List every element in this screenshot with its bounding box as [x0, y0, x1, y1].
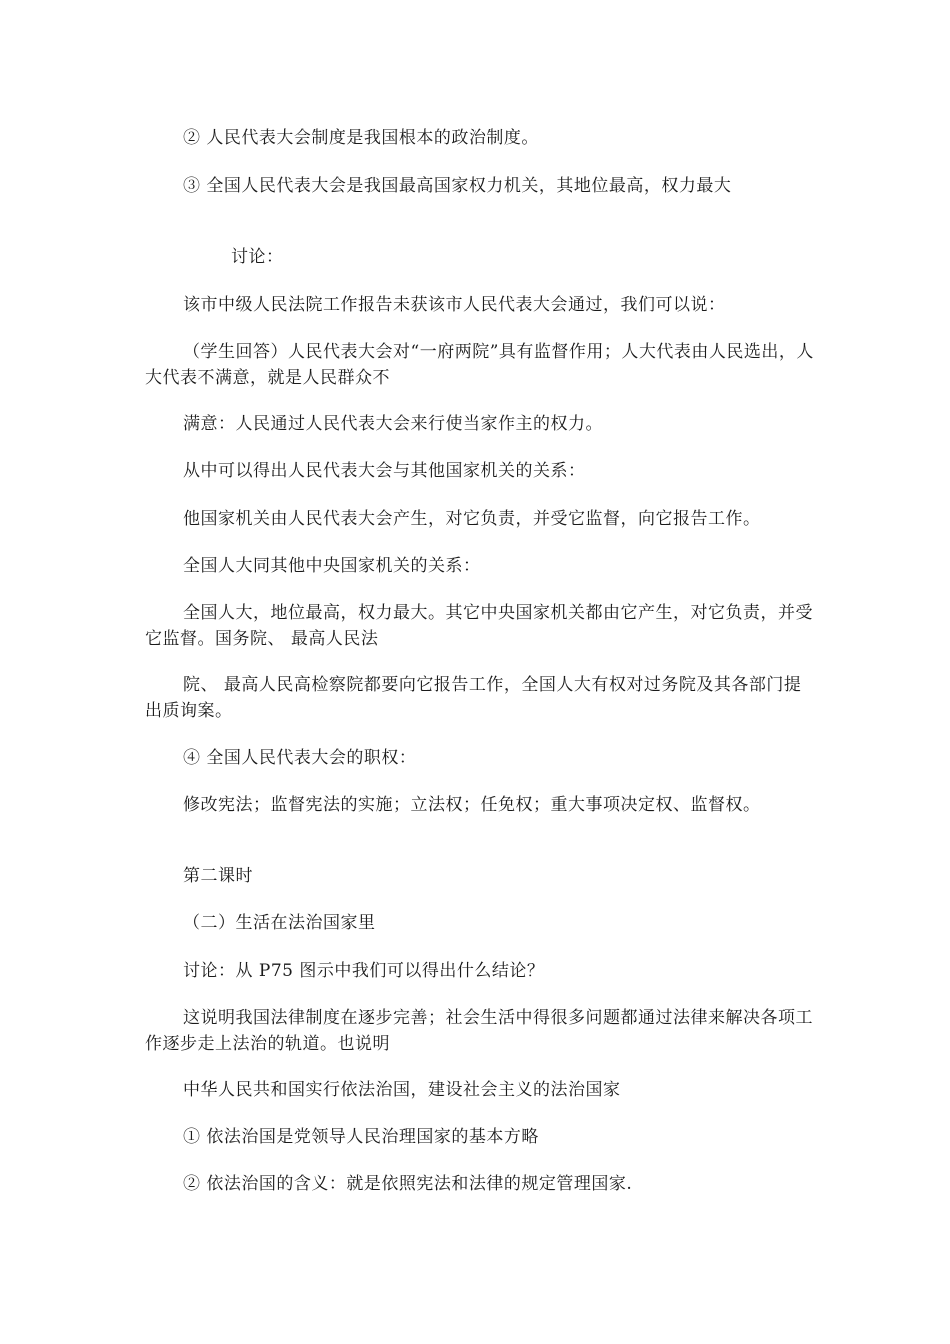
paragraph-1: ② 人民代表大会制度是我国根本的政治制度。 [183, 128, 539, 148]
paragraph-11: ④ 全国人民代表大会的职权： [183, 748, 417, 768]
paragraph-discussion-label: 讨论： [231, 247, 284, 267]
paragraph-8: 全国人大同其他中央国家机关的关系： [183, 556, 481, 576]
paragraph-7: 他国家机关由人民代表大会产生，对它负责，并受它监督，向它报告工作。 [183, 509, 761, 529]
paragraph-lesson-two: 第二课时 [183, 866, 253, 886]
paragraph-6: 从中可以得出人民代表大会与其他国家机关的关系： [183, 461, 586, 481]
paragraph-4: （学生回答）人民代表大会对“一府两院”具有监督作用；人大代表由人民选出，人大代表不满意，就是人民群众不 [145, 342, 814, 388]
paragraph-3: 该市中级人民法院工作报告未获该市人民代表大会通过，我们可以说： [183, 295, 726, 315]
paragraph-10: 院、 最高人民高检察院都要向它报告工作，全国人大有权对过务院及其各部门提出质询案。 [145, 675, 802, 721]
paragraph-15: 讨论：从 P75 图示中我们可以得出什么结论？ [183, 961, 545, 981]
paragraph-19: ② 依法治国的含义：就是依照宪法和法律的规定管理国家. [183, 1174, 633, 1194]
paragraph-17: 中华人民共和国实行依法治国，建设社会主义的法治国家 [183, 1080, 621, 1100]
paragraph-16: 这说明我国法律制度在逐步完善；社会生活中得很多问题都通过法律来解决各项工作逐步走上法治的轨道。也说明 [145, 1008, 813, 1054]
paragraph-9: 全国人大，地位最高，权力最大。其它中央国家机关都由它产生，对它负责，并受它监督。国务院、 最高人民法 [145, 603, 813, 649]
paragraph-18: ① 依法治国是党领导人民治理国家的基本方略 [183, 1127, 539, 1147]
paragraph-5: 满意：人民通过人民代表大会来行使当家作主的权力。 [183, 414, 603, 434]
paragraph-section-title: （二）生活在法治国家里 [183, 913, 376, 933]
paragraph-12: 修改宪法；监督宪法的实施；立法权；任免权；重大事项决定权、监督权。 [183, 795, 761, 815]
paragraph-2: ③ 全国人民代表大会是我国最高国家权力机关，其地位最高，权力最大 [183, 176, 732, 196]
